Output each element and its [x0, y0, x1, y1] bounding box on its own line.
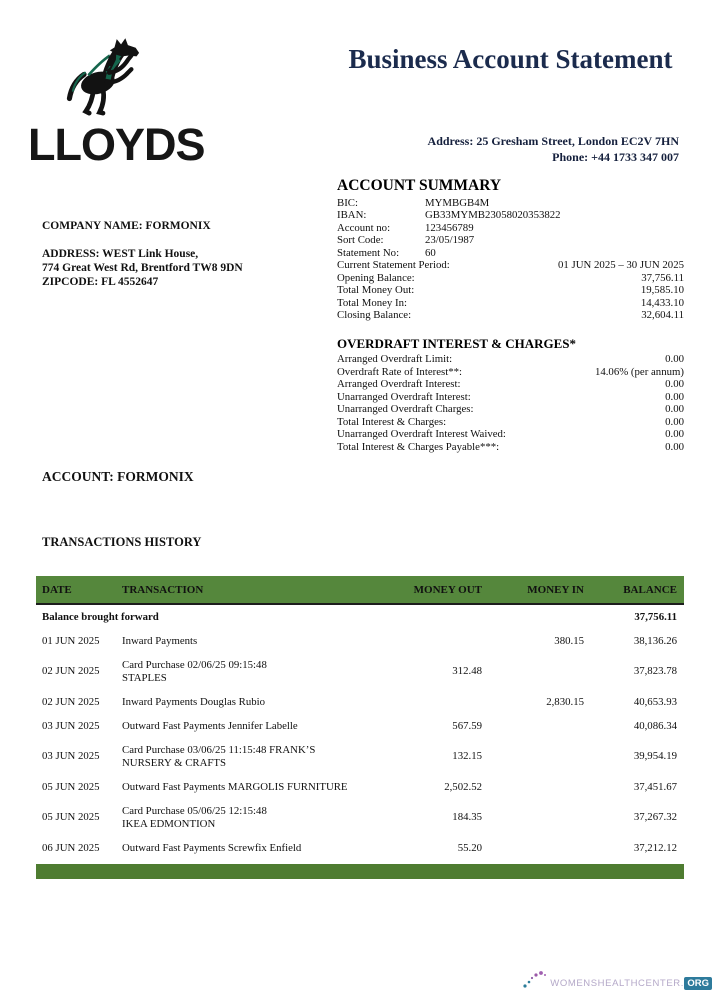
summary-row-total-money-out: Total Money Out: 19,585.10: [337, 284, 684, 297]
overdraft-row-total-payable: Total Interest & Charges Payable***: 0.00: [337, 440, 684, 453]
table-row: 01 JUN 2025 Inward Payments 380.15 38,136.26: [42, 634, 677, 647]
lloyds-wordmark: LLOYDS: [28, 119, 205, 170]
summary-row-total-money-in: Total Money In: 14,433.10: [337, 296, 684, 309]
summary-row-bic: BIC: MYMBGB4M: [337, 197, 490, 209]
watermark-dot: .: [680, 978, 684, 989]
watermark-org-badge: ORG: [684, 977, 712, 990]
column-header-money-in: MONEY IN: [527, 583, 584, 596]
overdraft-section: [337, 336, 684, 453]
transactions-history-heading: TRANSACTIONS HISTORY: [42, 535, 202, 549]
summary-row-opening-balance: Opening Balance: 37,756.11: [337, 271, 684, 284]
summary-row-sort-code: Sort Code: 23/05/1987: [337, 234, 475, 247]
account-name-heading: ACCOUNT: FORMONIX: [42, 469, 194, 484]
table-row: 02 JUN 2025 Card Purchase 02/06/25 09:15:48 STAPLES 312.48 37,823.78: [42, 658, 677, 684]
overdraft-row-total-interest: Total Interest & Charges: 0.00: [337, 415, 684, 428]
overdraft-row-limit: Arranged Overdraft Limit: 0.00: [337, 353, 684, 365]
table-row: 03 JUN 2025 Outward Fast Payments Jennifer Labelle 567.59 40,086.34: [42, 719, 677, 732]
summary-row-period: Current Statement Period: 01 JUN 2025 – 30 JUN 2025: [337, 259, 684, 272]
page-title: Business Account Statement: [348, 44, 673, 74]
company-info-block: [42, 219, 243, 289]
summary-row-iban: IBAN: GB33MYMB23058020353822: [337, 209, 561, 222]
company-address-line2: 774 Great West Rd, Brentford TW8 9DN: [42, 262, 243, 274]
company-name-line: COMPANY NAME: FORMONIX: [42, 220, 211, 232]
overdraft-row-unarranged-charges: Unarranged Overdraft Charges: 0.00: [337, 403, 684, 416]
table-row: 02 JUN 2025 Inward Payments Douglas Rubio 2,830.15 40,653.93: [42, 695, 677, 708]
overdraft-row-interest-waived: Unarranged Overdraft Interest Waived: 0.00: [337, 428, 684, 441]
transactions-table-header: [36, 576, 684, 605]
summary-row-account-no: Account no: 123456789: [337, 221, 474, 234]
transactions-table: [36, 576, 684, 879]
company-zipcode-line: ZIPCODE: FL 4552647: [42, 276, 159, 288]
table-footer-bar: [36, 864, 684, 879]
account-summary-heading: ACCOUNT SUMMARY: [337, 177, 502, 194]
overdraft-heading: OVERDRAFT INTEREST & CHARGES*: [337, 336, 576, 351]
company-address-line1: ADDRESS: WEST Link House,: [42, 248, 199, 260]
bank-address-line: Address: 25 Gresham Street, London EC2V 7HN: [427, 134, 679, 148]
bank-contact-block: [337, 134, 679, 165]
column-header-transaction: TRANSACTION: [122, 583, 204, 596]
table-row: 05 JUN 2025 Card Purchase 05/06/25 12:15:48 IKEA EDMONTION 184.35 37,267.32: [42, 804, 677, 830]
account-summary-section: [337, 177, 684, 322]
bank-phone-line: Phone: +44 1733 347 007: [552, 149, 679, 164]
column-header-money-out: MONEY OUT: [413, 583, 482, 596]
summary-row-statement-no: Statement No: 60: [337, 246, 436, 259]
overdraft-row-arranged-interest: Arranged Overdraft Interest: 0.00: [337, 378, 684, 391]
balance-brought-forward-row: Balance brought forward 37,756.11: [42, 610, 677, 623]
lloyds-horse-icon: [53, 34, 165, 120]
watermark-site-text: WOMENSHEALTHCENTER: [550, 978, 681, 989]
column-header-date: DATE: [42, 583, 72, 596]
table-row: 05 JUN 2025 Outward Fast Payments MARGOLIS FURNITURE 2,502.52 37,451.67: [42, 780, 677, 793]
table-row: 03 JUN 2025 Card Purchase 03/06/25 11:15:48 FRANK’S NURSERY & CRAFTS 132.15 39,954.19: [42, 743, 677, 769]
overdraft-row-unarranged-interest: Unarranged Overdraft Interest: 0.00: [337, 390, 684, 403]
overdraft-row-rate: Overdraft Rate of Interest**: 14.06% (per annum): [337, 365, 684, 378]
watermark-dots-icon: [522, 971, 548, 989]
lloyds-logo: [28, 34, 205, 170]
table-row: 06 JUN 2025 Outward Fast Payments Screwfix Enfield 55.20 37,212.12: [42, 841, 677, 854]
column-header-balance: BALANCE: [623, 583, 677, 596]
summary-row-closing-balance: Closing Balance: 32,604.11: [337, 309, 684, 322]
watermark: [522, 971, 712, 990]
